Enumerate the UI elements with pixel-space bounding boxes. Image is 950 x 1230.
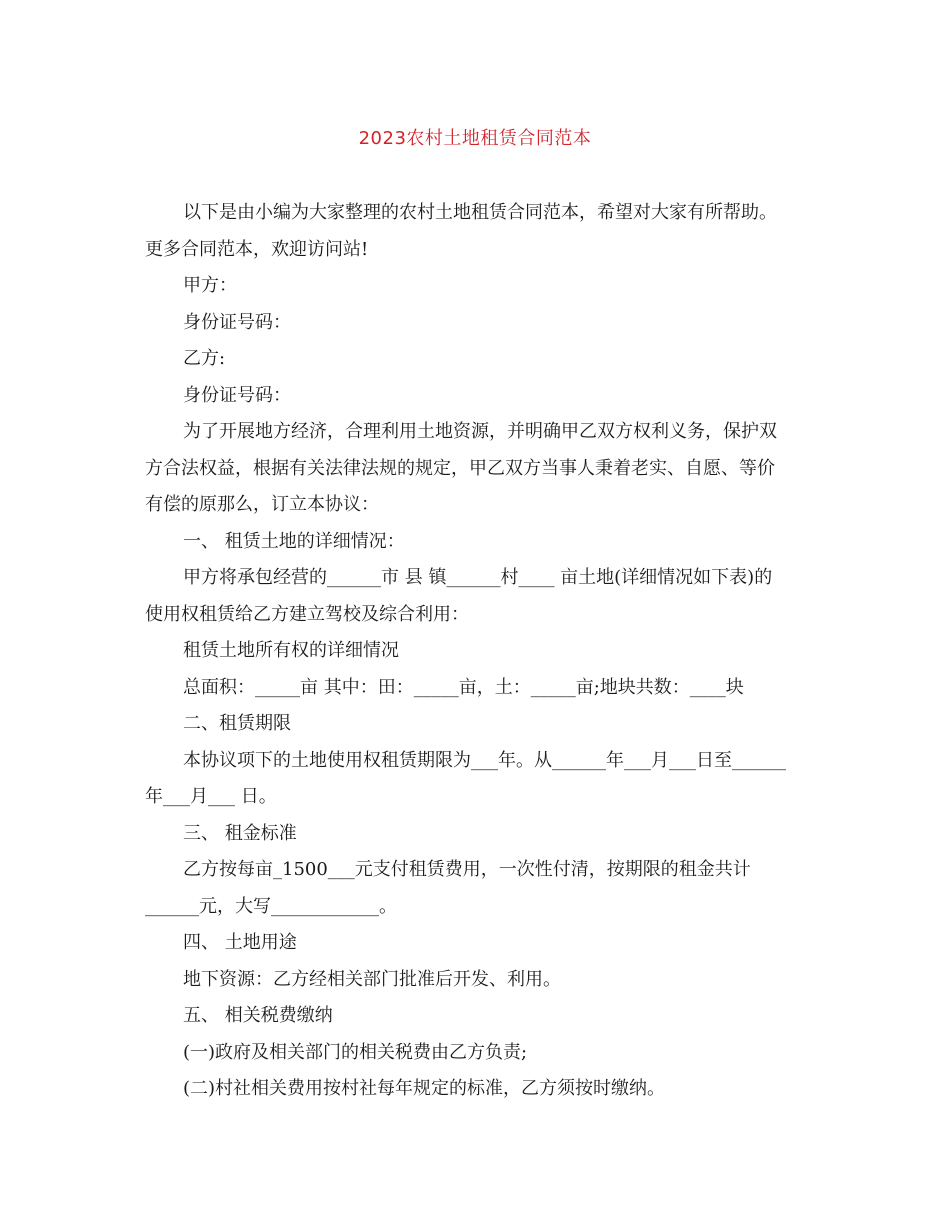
document-line: 更多合同范本，欢迎访问站! [145,238,369,260]
document-line: 一、 租赁土地的详细情况： [183,530,405,552]
document-line: 身份证号码： [183,384,291,406]
document-line: 三、 租金标准 [183,822,297,844]
document-line: 为了开展地方经济，合理利用土地资源，并明确甲乙双方权利义务，保护双 [183,421,777,442]
document-line: 有偿的原那么，订立本协议： [145,494,379,515]
document-line: (一)政府及相关部门的相关税费由乙方负责; [183,1041,528,1063]
document-line: 地下资源：乙方经相关部门批准后开发、利用。 [183,968,561,990]
document-line: 年___月___ 日。 [145,786,277,807]
document-line: 本协议项下的土地使用权租赁期限为___年。从______年___月___日至______ [183,749,786,771]
document-line: ______元，大写____________。 [145,895,397,917]
document-line: 方合法权益，根据有关法律法规的规定，甲乙双方当事人秉着老实、自愿、等价 [145,457,775,479]
document-line: 以下是由小编为大家整理的农村土地租赁合同范本，希望对大家有所帮助。 [183,202,777,223]
document-line: 总面积：_____亩 其中：田：_____亩，土：_____亩;地块共数：____块 [183,676,744,698]
document-line: (二)村社相关费用按村社每年规定的标准，乙方须按时缴纳。 [183,1078,666,1099]
document-line: 乙方: [183,348,226,369]
document-line: 使用权租赁给乙方建立驾校及综合利用： [145,603,469,625]
document-line: 租赁土地所有权的详细情况 [183,640,399,661]
document-line: 甲方： [183,275,237,296]
document-title: 2023农村土地租赁合同范本 [358,128,592,149]
document-line: 四、 土地用途 [183,932,297,953]
document-line: 乙方按每亩_1500___元支付租赁费用，一次性付清，按期限的租金共计 [183,859,751,880]
document-body [145,195,810,1108]
document-line: 二、租赁期限 [183,713,291,734]
document-line: 甲方将承包经营的______市 县 镇______村____ 亩土地(详细情况如下表)的 [183,567,773,588]
document-line: 五、 相关税费缴纳 [183,1005,333,1026]
document-line: 身份证号码： [183,311,291,333]
